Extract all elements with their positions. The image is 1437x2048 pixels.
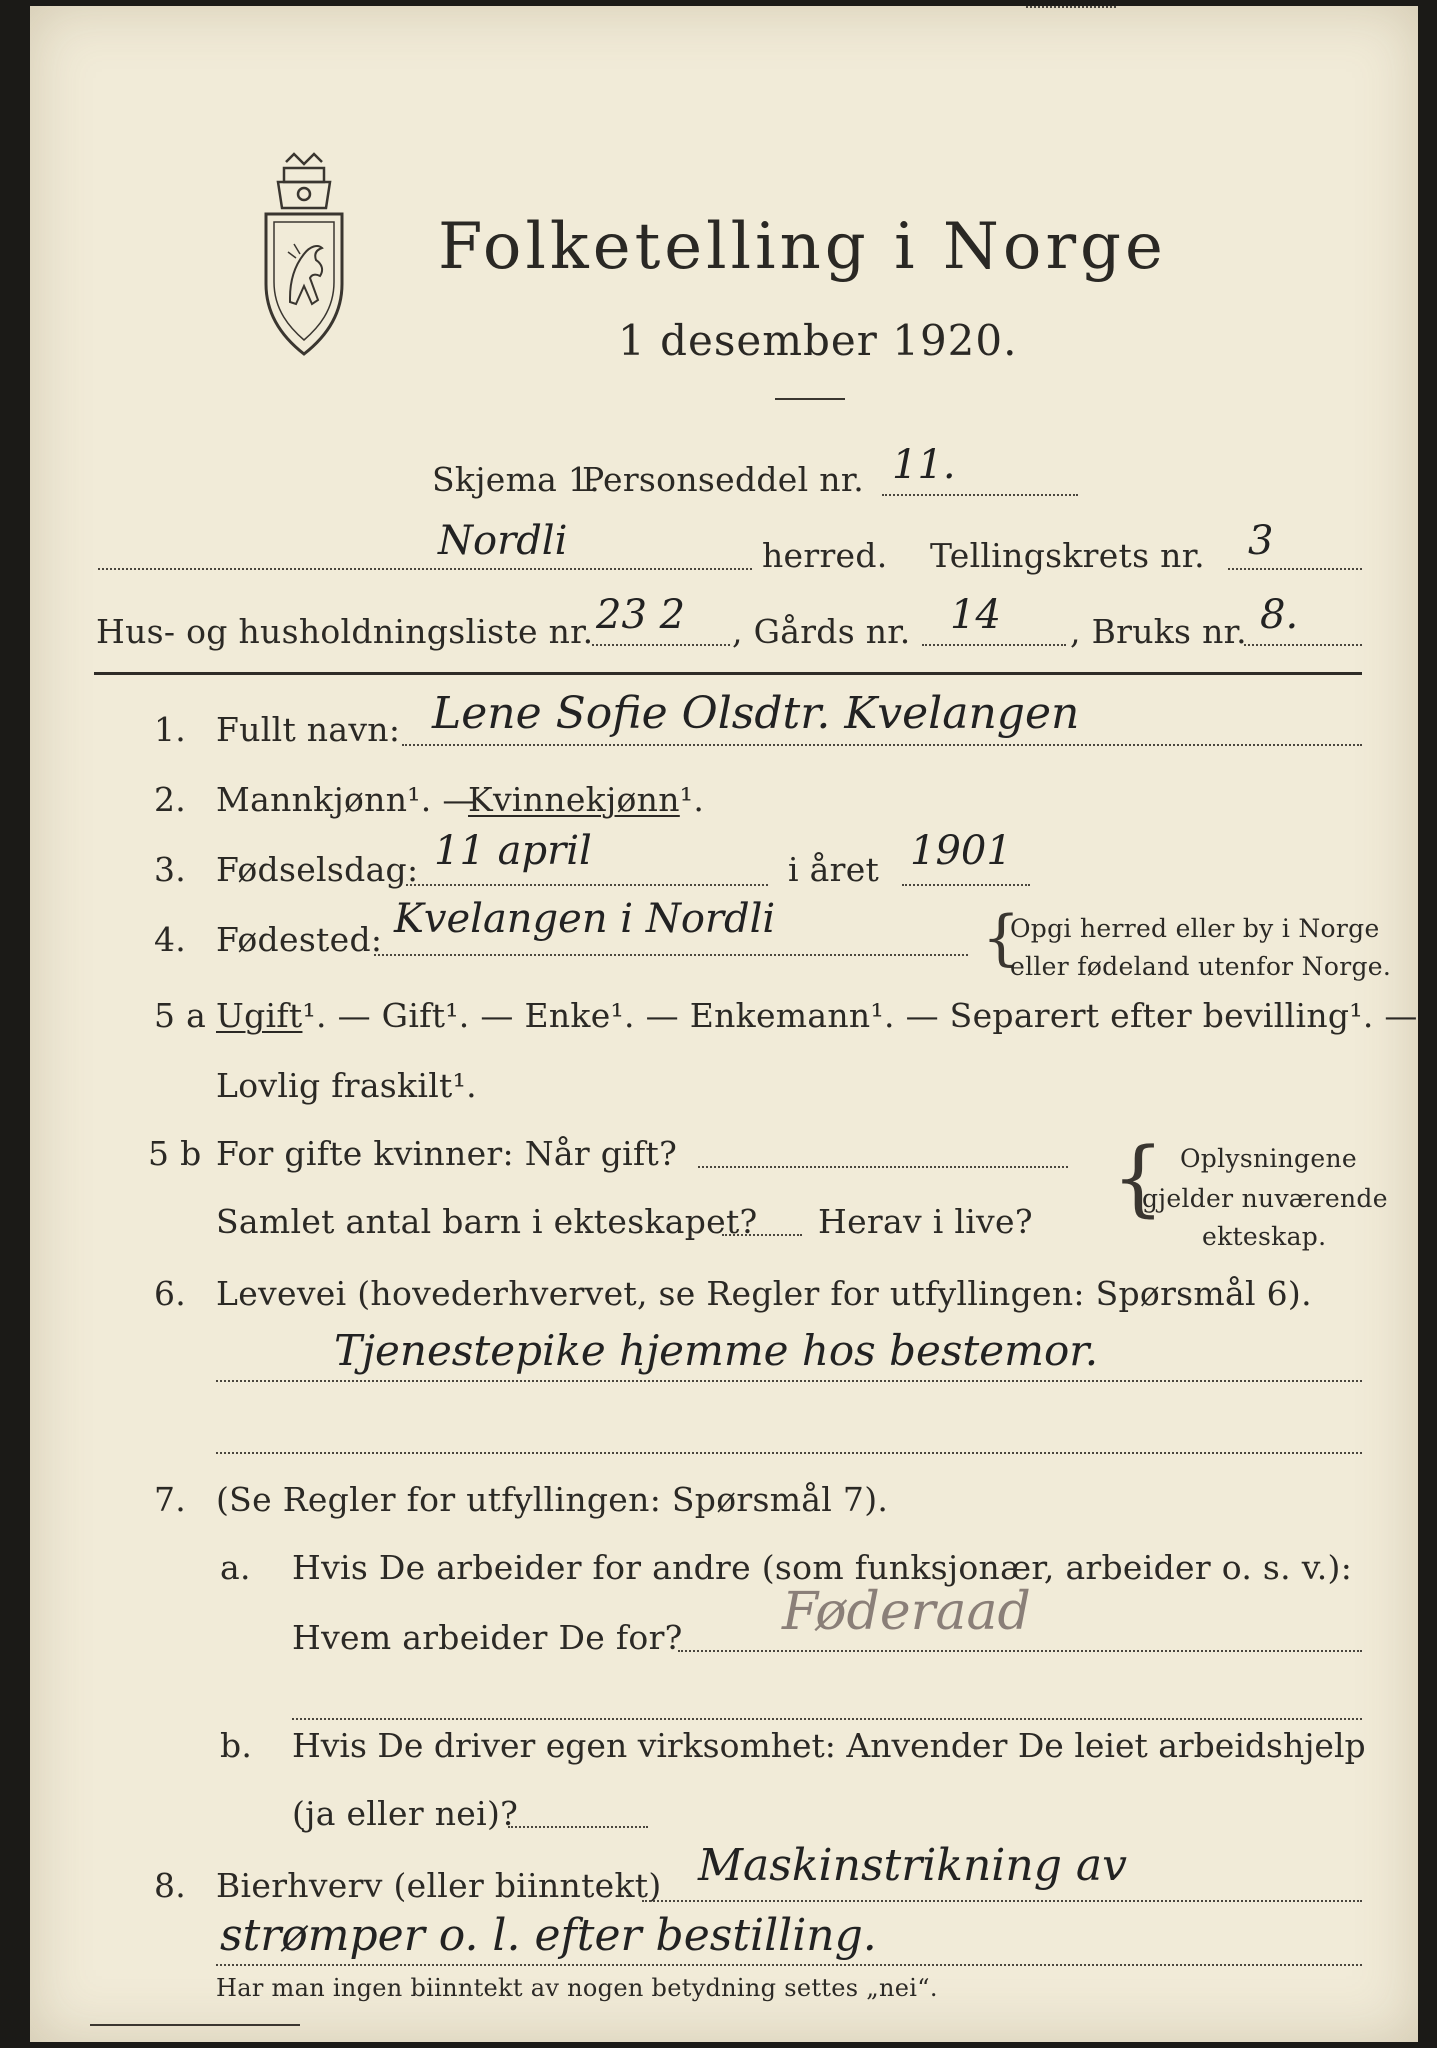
q3-year-dotline [902, 884, 1030, 886]
bruks-label: , Bruks nr. [1070, 612, 1247, 651]
q4-dotline [374, 954, 968, 956]
q3-value: 11 april [434, 828, 592, 874]
q3-dotline [406, 884, 768, 886]
q5a-line2: Lovlig fraskilt¹. [216, 1066, 477, 1105]
q4-note-brace: { [982, 903, 1021, 973]
q1-dotline [402, 744, 1362, 746]
q2-number: 2. [154, 780, 187, 819]
q5b-note-line2: gjelder nuværende [1142, 1184, 1388, 1213]
q7b-label: Hvis De driver egen virksomhet: Anvender De leiet arbeidshjelp [292, 1726, 1366, 1765]
q8-label: Bierhverv (eller biinntekt) [216, 1866, 662, 1905]
q5b-number: 5 b [148, 1134, 202, 1173]
q1-number: 1. [154, 710, 187, 749]
footer-note: Har man ingen biinntekt av nogen betydning settes „nei“. [216, 1974, 938, 2002]
bruks-value: 8. [1260, 592, 1299, 638]
q7a-value: Føderaad [782, 1582, 1031, 1642]
q2-option-female [468, 780, 704, 819]
q1-label: Fullt navn: [216, 710, 401, 749]
q4-note-line2: eller fødeland utenfor Norge. [1010, 952, 1392, 981]
q5b-note-line3: ekteskap. [1202, 1222, 1327, 1251]
q5b-alive-dotline [1026, 6, 1116, 8]
herred-dotline [98, 568, 752, 570]
q8-value-line1: Maskinstrikning av [698, 1840, 1127, 1891]
form-title: Folketelling i Norge [438, 210, 1167, 284]
herred-value: Nordli [438, 518, 568, 564]
norwegian-coat-of-arms-icon [256, 148, 352, 362]
q2-option-female-sup: ¹. [679, 780, 705, 819]
husholdning-value: 23 2 [596, 592, 686, 638]
gaards-value: 14 [950, 592, 1001, 638]
q3-year-label: i året [788, 850, 880, 889]
q3-number: 3. [154, 850, 187, 889]
q7a-label: Hvis De arbeider for andre (som funksjonær, arbeider o. s. v.): [292, 1548, 1353, 1587]
q4-value: Kvelangen i Nordli [394, 896, 776, 942]
tellingskrets-dotline [1228, 568, 1362, 570]
q5b-children-dotline [722, 1234, 802, 1236]
q7a-extra-dotline [292, 1718, 1362, 1720]
q6-dotline-2 [216, 1452, 1362, 1454]
schema-label: Skjema 1. [432, 460, 601, 499]
q7a-letter: a. [220, 1548, 251, 1587]
gaards-dotline [922, 644, 1066, 646]
q8-number: 8. [154, 1866, 187, 1905]
q6-value: Tjenestepike hjemme hos bestemor. [334, 1326, 1099, 1375]
q5a-option-ugift: Ugift [216, 996, 303, 1035]
q4-number: 4. [154, 920, 187, 959]
q5a-other-options: ¹. — Gift¹. — Enke¹. — Enkemann¹. — Separert efter bevilling¹. — [302, 996, 1418, 1035]
gaards-label: , Gårds nr. [732, 612, 911, 651]
q5b-married-dotline [698, 1166, 1068, 1168]
q6-dotline-1 [216, 1380, 1362, 1382]
q5b-note-brace: { [1112, 1131, 1165, 1226]
q8-dotline-1 [642, 1900, 1362, 1902]
q6-label: Levevei (hovederhvervet, se Regler for utfyllingen: Spørsmål 6). [216, 1274, 1312, 1313]
header-separator [94, 672, 1362, 675]
q5b-note-line1: Oplysningene [1180, 1144, 1357, 1173]
q7b-sub: (ja eller nei)? [292, 1794, 519, 1833]
q6-number: 6. [154, 1274, 187, 1313]
q8-value-line2: strømper o. l. efter bestilling. [220, 1910, 877, 1961]
q5b-alive-label: Herav i live? [818, 1202, 1033, 1241]
q7a-dotline [678, 1650, 1362, 1652]
q7a-who-label: Hvem arbeider De for? [292, 1618, 683, 1657]
q7b-dotline [508, 1826, 648, 1828]
personseddel-label: Personseddel nr. [582, 460, 865, 499]
husholdning-label: Hus- og husholdningsliste nr. [96, 612, 594, 651]
footnote-rule [90, 2024, 300, 2026]
q4-label: Fødested: [216, 920, 383, 959]
personseddel-dotline [882, 494, 1078, 496]
q1-value: Lene Sofie Olsdtr. Kvelangen [432, 688, 1080, 739]
bruks-dotline [1244, 644, 1362, 646]
q7b-letter: b. [220, 1726, 253, 1765]
tellingskrets-label: Tellingskrets nr. [930, 536, 1205, 575]
q4-note-line1: Opgi herred eller by i Norge [1010, 914, 1380, 943]
q5b-label: For gifte kvinner: Når gift? [216, 1134, 678, 1173]
q5b-children-label: Samlet antal barn i ekteskapet? [216, 1202, 758, 1241]
title-divider [775, 398, 845, 400]
husholdning-dotline [592, 644, 730, 646]
form-subtitle: 1 desember 1920. [618, 316, 1018, 365]
q3-year-value: 1901 [910, 828, 1012, 874]
q7-label: (Se Regler for utfyllingen: Spørsmål 7). [216, 1480, 889, 1519]
q2-option-female-underlined: Kvinnekjønn [468, 780, 680, 819]
tellingskrets-value: 3 [1248, 518, 1274, 564]
personseddel-value: 11. [892, 442, 956, 488]
q5a-options [216, 996, 1418, 1035]
q7-number: 7. [154, 1480, 187, 1519]
q3-label: Fødselsdag: [216, 850, 419, 889]
census-form-page [30, 6, 1418, 2042]
q2-option-male: Mannkjønn¹. — [216, 780, 476, 819]
q5a-number: 5 a [154, 996, 207, 1035]
herred-label: herred. [762, 536, 888, 575]
q8-dotline-2 [216, 1964, 1362, 1966]
